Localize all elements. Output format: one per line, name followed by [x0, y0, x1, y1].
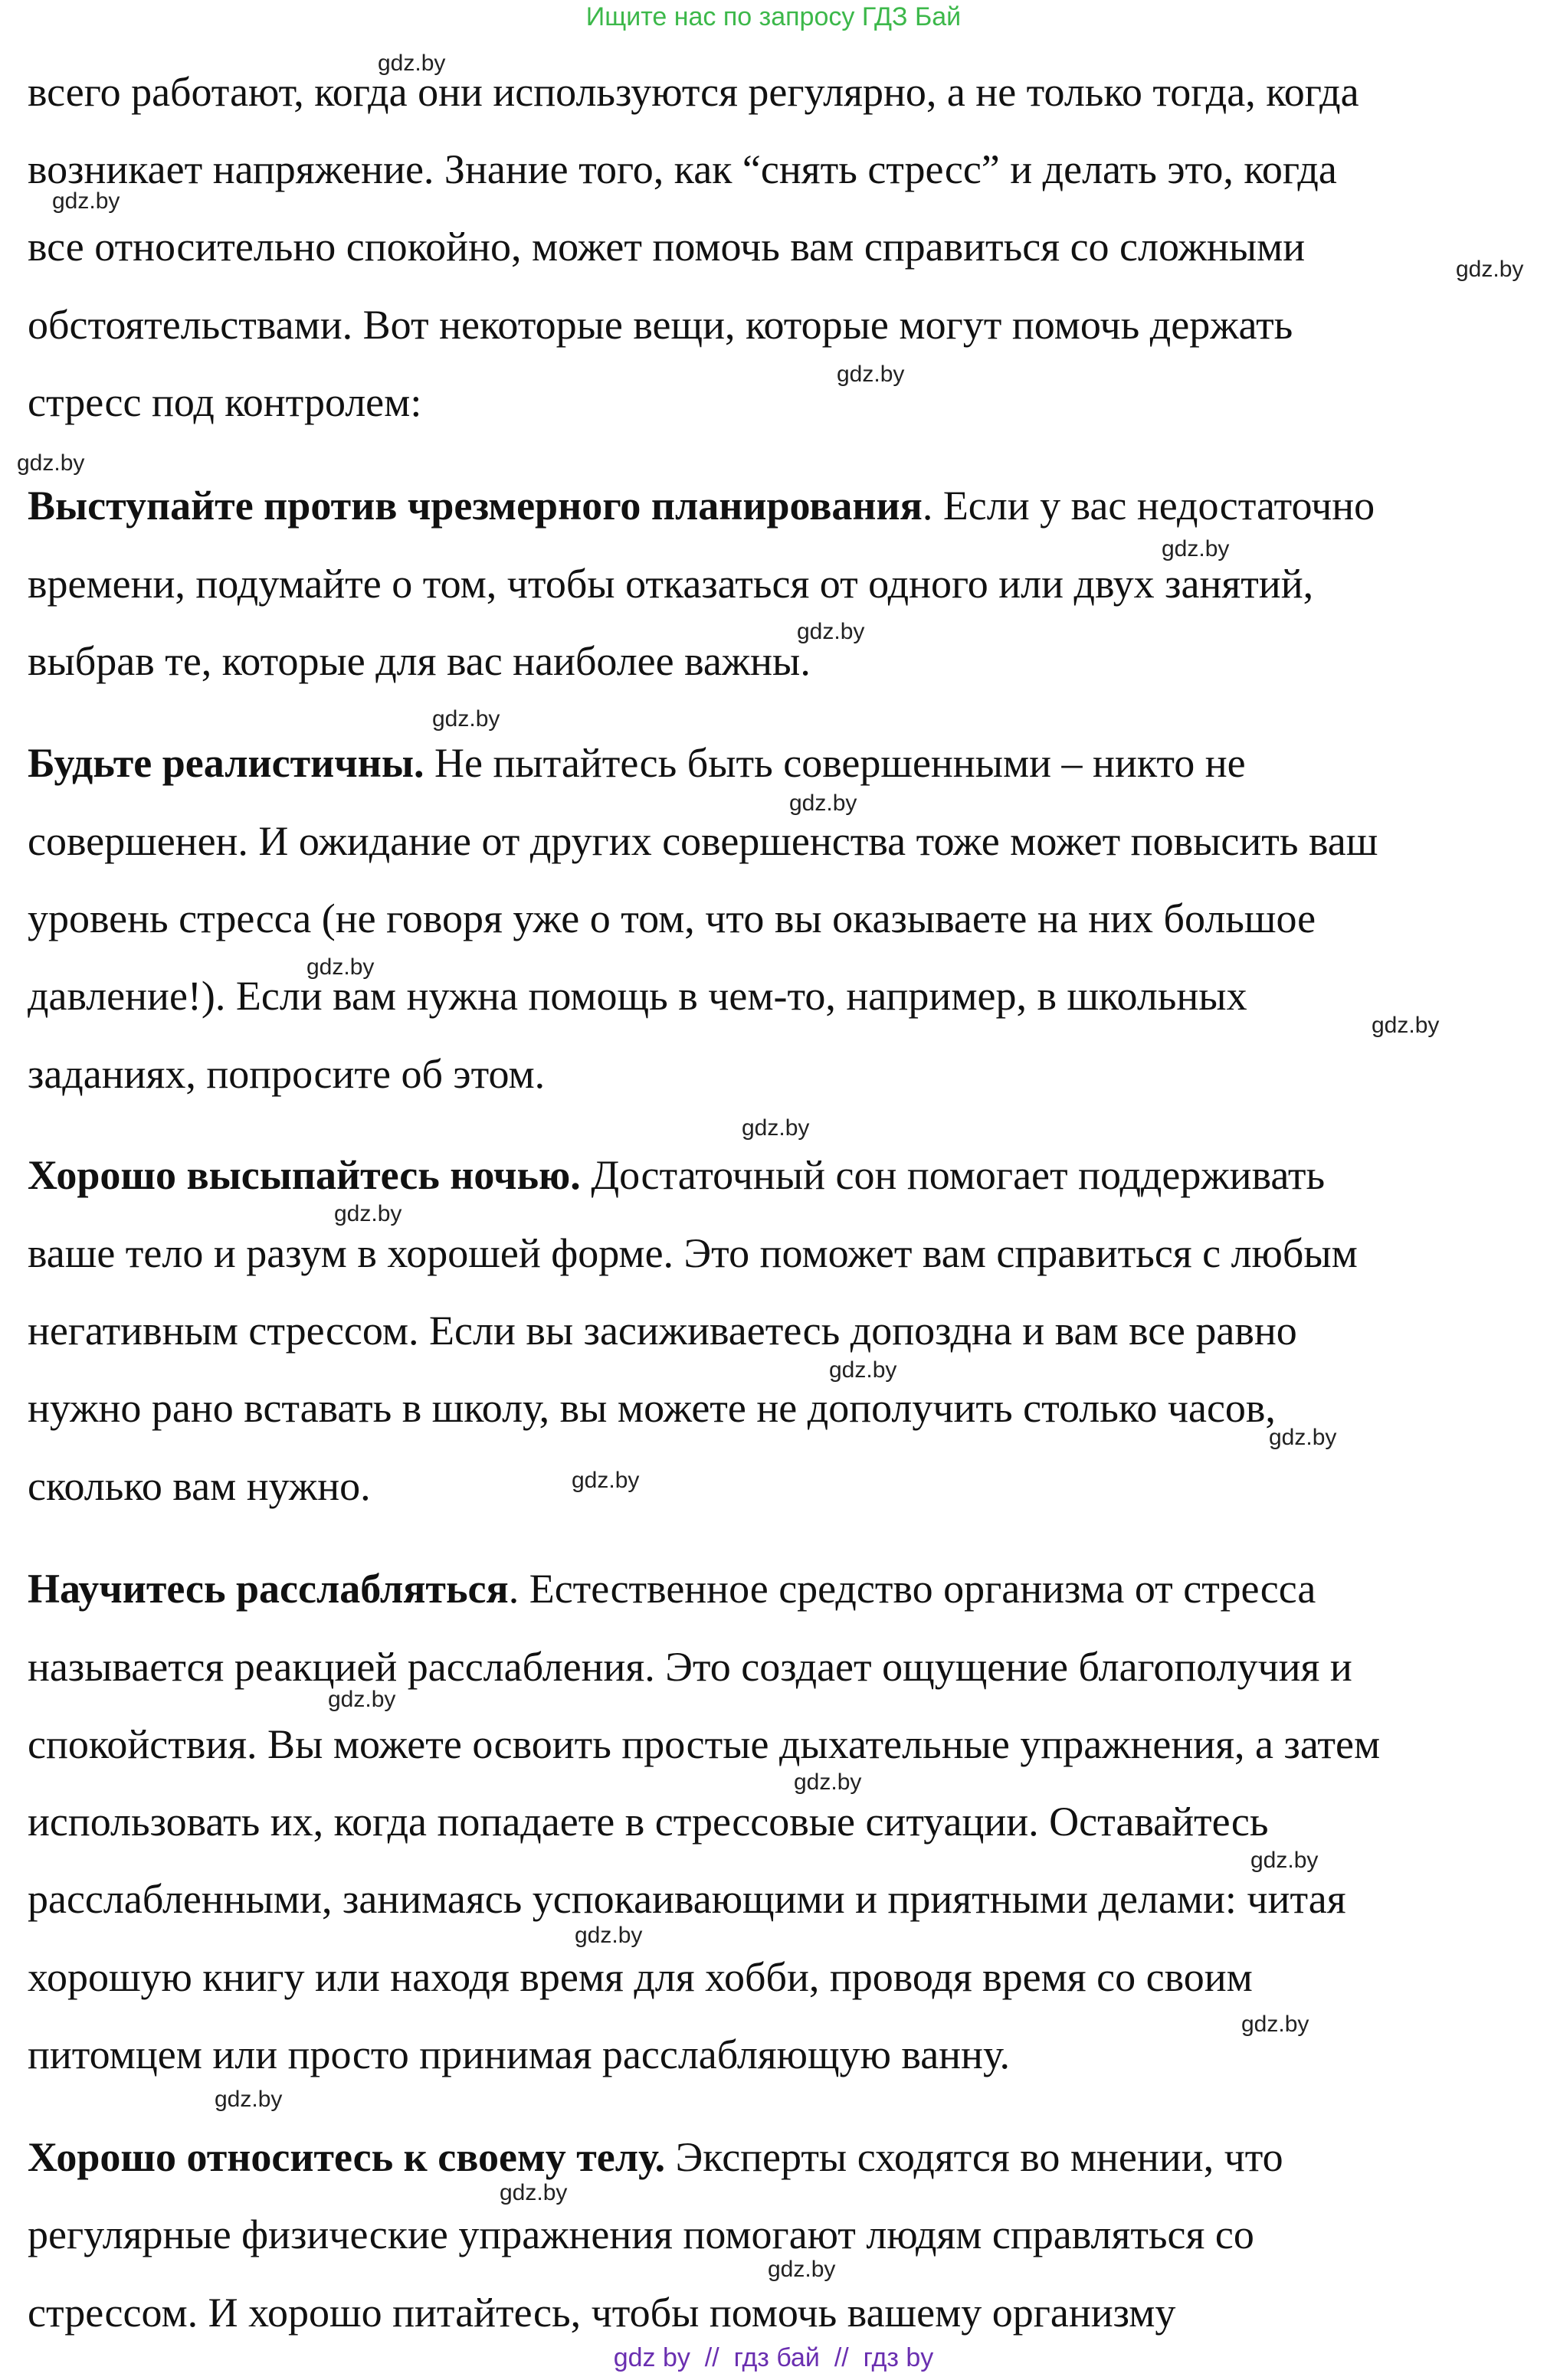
- watermark: gdz.by: [794, 1769, 862, 1795]
- watermark: gdz.by: [768, 2257, 836, 2282]
- text-line: все относительно спокойно, может помочь вам справиться со сложными: [28, 224, 1306, 270]
- footer-link-gdz-by-ru[interactable]: гдз by: [863, 2343, 934, 2372]
- tip-heading-line: [28, 738, 1246, 787]
- watermark: gdz.by: [17, 450, 85, 476]
- tip-title: Хорошо относитесь к своему телу.: [28, 2134, 666, 2180]
- watermark: gdz.by: [797, 619, 865, 644]
- watermark: gdz.by: [1372, 1013, 1440, 1038]
- text-line: уровень стресса (не говоря уже о том, что вы оказываете на них большое: [28, 895, 1316, 941]
- watermark: gdz.by: [1269, 1425, 1337, 1450]
- watermark: gdz.by: [829, 1357, 897, 1383]
- text-line: стресс под контролем:: [28, 379, 422, 425]
- watermark: gdz.by: [328, 1687, 396, 1712]
- text-line: спокойствия. Вы можете освоить простые дыхательные упражнения, а затем: [28, 1721, 1381, 1767]
- watermark: gdz.by: [1456, 257, 1524, 282]
- watermark: gdz.by: [500, 2180, 568, 2205]
- tip-text: Достаточный сон помогает поддерживать: [580, 1152, 1326, 1198]
- text-line: хорошую книгу или находя время для хобби, проводя время со своим: [28, 1954, 1253, 2000]
- text-line: всего работают, когда они используются регулярно, а не только тогда, когда: [28, 69, 1359, 115]
- watermark: gdz.by: [334, 1201, 402, 1226]
- tip-heading-line: [28, 1151, 1325, 1200]
- watermark: gdz.by: [789, 791, 857, 816]
- watermark: gdz.by: [1241, 2012, 1309, 2037]
- tip-text: Эксперты сходятся во мнении, что: [665, 2134, 1283, 2180]
- watermark: gdz.by: [215, 2087, 283, 2112]
- footer-link-gdz-bai[interactable]: гдз бай: [733, 2343, 820, 2372]
- watermark: gdz.by: [1162, 536, 1230, 561]
- watermark: gdz.by: [378, 51, 446, 76]
- tip-heading-line: [28, 2133, 1283, 2182]
- watermark: gdz.by: [306, 954, 375, 980]
- text-line: негативным стрессом. Если вы засиживаетесь допоздна и вам все равно: [28, 1308, 1297, 1354]
- watermark: gdz.by: [575, 1923, 643, 1948]
- text-line: заданиях, попросите об этом.: [28, 1051, 546, 1097]
- text-line: расслабленными, занимаясь успокаивающими и приятными делами: читая: [28, 1876, 1346, 1922]
- watermark: gdz.by: [1250, 1848, 1319, 1873]
- text-line: совершенен. И ожидание от других совершенства тоже может повысить ваш: [28, 818, 1378, 864]
- text-line: ваше тело и разум в хорошей форме. Это поможет вам справиться с любым: [28, 1230, 1358, 1276]
- text-line: питомцем или просто принимая расслабляющую ванну.: [28, 2031, 1011, 2077]
- text-line: нужно рано вставать в школу, вы можете не дополучить столько часов,: [28, 1385, 1276, 1431]
- tip-heading-line: [28, 1564, 1316, 1613]
- text-line: называется реакцией расслабления. Это создает ощущение благополучия и: [28, 1644, 1352, 1690]
- footer-links: [0, 2342, 1547, 2373]
- text-line: регулярные физические упражнения помогают людям справляться со: [28, 2211, 1254, 2257]
- text-line: сколько вам нужно.: [28, 1463, 371, 1509]
- tip-text: Не пытайтесь быть совершенными – никто не: [424, 740, 1246, 786]
- tip-title: Выступайте против чрезмерного планирования: [28, 483, 923, 529]
- tip-heading-line: [28, 481, 1375, 530]
- tip-title: Научитесь расслабляться: [28, 1566, 509, 1612]
- watermark: gdz.by: [742, 1115, 810, 1141]
- footer-separator: //: [690, 2343, 734, 2372]
- text-line: возникает напряжение. Знание того, как “снять стресс” и делать это, когда: [28, 146, 1337, 192]
- text-line: обстоятельствами. Вот некоторые вещи, которые могут помочь держать: [28, 302, 1293, 348]
- footer-separator: //: [819, 2343, 864, 2372]
- tip-text: . Если у вас недостаточно: [922, 483, 1375, 529]
- text-line: стрессом. И хорошо питайтесь, чтобы помочь вашему организму: [28, 2290, 1176, 2336]
- watermark: gdz.by: [572, 1468, 640, 1493]
- text-line: выбрав те, которые для вас наиболее важны.: [28, 638, 811, 684]
- tip-title: Будьте реалистичны.: [28, 740, 424, 786]
- watermark: gdz.by: [432, 706, 500, 732]
- tip-text: . Естественное средство организма от стресса: [508, 1566, 1316, 1612]
- text-line: времени, подумайте о том, чтобы отказаться от одного или двух занятий,: [28, 561, 1314, 607]
- search-hint-link[interactable]: Ищите нас по запросу ГДЗ Бай: [585, 2, 962, 31]
- text-line: давление!). Если вам нужна помощь в чем-то, например, в школьных: [28, 973, 1247, 1019]
- watermark: gdz.by: [837, 362, 905, 387]
- footer-link-gdz-by[interactable]: gdz by: [613, 2343, 690, 2372]
- tip-title: Хорошо высыпайтесь ночью.: [28, 1152, 581, 1198]
- watermark: gdz.by: [52, 188, 120, 214]
- text-line: использовать их, когда попадаете в стрессовые ситуации. Оставайтесь: [28, 1799, 1269, 1845]
